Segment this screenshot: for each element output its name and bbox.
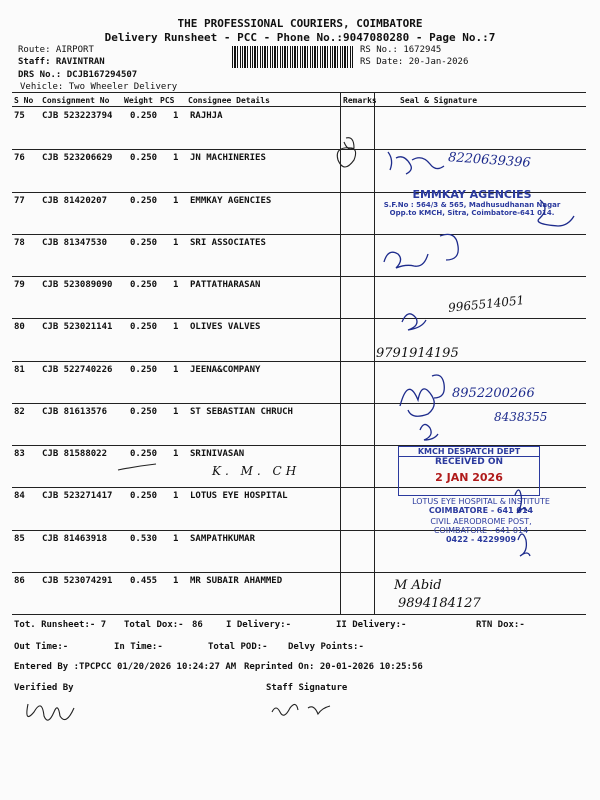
table-row (0, 234, 600, 276)
row-divider (12, 572, 586, 573)
row-pcs: 1 (173, 406, 179, 417)
row-pcs: 1 (173, 491, 179, 502)
row-sno: 76 (14, 153, 25, 164)
row-weight: 0.250 (130, 237, 158, 248)
row-consignee: SRINIVASAN (190, 449, 245, 459)
row-pcs: 1 (173, 449, 179, 459)
col-seal: Seal & Signature (400, 96, 478, 105)
row-divider (12, 149, 586, 150)
row-consignee: JEENA&COMPANY (190, 364, 261, 375)
staff-signature: Staff Signature (266, 683, 348, 693)
row-weight: 0.250 (130, 491, 158, 502)
table-bottom-rule (12, 614, 586, 615)
row-sno: 78 (14, 237, 25, 248)
row-consignee: MR SUBAIR AHAMMED (190, 575, 283, 586)
table-top-rule (12, 92, 586, 93)
row-weight: 0.250 (130, 322, 158, 333)
tot-runsheet: Tot. Runsheet:- 7 (14, 620, 107, 630)
row-weight: 0.250 (130, 153, 158, 164)
row-divider (12, 276, 586, 277)
row-weight: 0.250 (130, 406, 158, 417)
table-row (0, 572, 600, 614)
row-consignee: PATTATHARASAN (190, 280, 261, 290)
company-title: THE PROFESSIONAL COURIERS, COIMBATORE (177, 17, 423, 30)
row-sno: 84 (14, 491, 25, 502)
row-pcs: 1 (173, 533, 179, 544)
out-time: Out Time:- (14, 642, 69, 652)
row-consignee: JN MACHINERIES (190, 153, 266, 164)
entered-by: Entered By :TPCPCC 01/20/2026 10:24:27 AM (14, 662, 237, 672)
row-consignment: CJB 81347530 (42, 237, 108, 248)
row-consignee: OLIVES VALVES (190, 322, 261, 333)
handwritten-phone-86: 9894184127 (398, 596, 481, 611)
row-consignee: LOTUS EYE HOSPITAL (190, 491, 288, 502)
handwritten-phone-82: 8438355 (494, 410, 548, 424)
row-consignee: ST SEBASTIAN CHRUCH (190, 406, 293, 417)
rtn-dox: RTN Dox:- (476, 620, 525, 630)
row-consignment: CJB 523271417 (42, 491, 113, 502)
total-dox-value: 86 (192, 620, 203, 630)
total-dox-label: Total Dox:- (124, 620, 184, 630)
delvy-points: Delvy Points:- (288, 642, 364, 652)
row-weight: 0.250 (130, 364, 158, 375)
row-weight: 0.455 (130, 575, 158, 586)
col-sno: S No (14, 96, 34, 105)
col-remarks: Remarks (343, 96, 377, 105)
row-weight: 0.250 (130, 449, 158, 459)
row-sno: 85 (14, 533, 25, 544)
rs-date: RS Date: 20-Jan-2026 (360, 57, 469, 67)
handwritten-remark-83: K. M. CH (212, 464, 301, 478)
emmkay-stamp: EMMKAY AGENCIES S.F.No : 564/3 & 565, Madhusudhanan Nagar Opp.to KMCH, Sitra, Coimbatore-641 014. (383, 188, 561, 217)
barcode-image (232, 46, 354, 68)
drs-number: DRS No.: DCJB167294507 (18, 70, 138, 80)
row-sno: 86 (14, 575, 25, 586)
kmch-received-stamp: KMCH DESPATCH DEPT RECEIVED ON 2 JAN 2026 (398, 446, 540, 496)
table-row (0, 107, 600, 149)
col-weight: Weight (124, 96, 153, 105)
row-pcs: 1 (173, 237, 179, 248)
handwritten-name-86: M Abid (394, 578, 442, 593)
row-sno: 79 (14, 280, 25, 290)
row-sno: 81 (14, 364, 25, 375)
row-weight: 0.530 (130, 533, 158, 544)
in-time: In Time:- (114, 642, 163, 652)
row-consignment: CJB 523223794 (42, 111, 113, 121)
row-sno: 83 (14, 449, 25, 459)
row-sno: 77 (14, 195, 25, 206)
row-pcs: 1 (173, 195, 179, 206)
row-pcs: 1 (173, 575, 179, 586)
row-sno: 80 (14, 322, 25, 333)
col-consignee: Consignee Details (188, 96, 270, 105)
row-pcs: 1 (173, 364, 179, 375)
runsheet-subtitle: Delivery Runsheet - PCC - Phone No.:9047080280 - Page No.:7 (104, 31, 496, 44)
row-consignee: SRI ASSOCIATES (190, 237, 266, 248)
row-consignment: CJB 81463918 (42, 533, 108, 544)
row-pcs: 1 (173, 111, 179, 121)
route-label: Route: AIRPORT (18, 45, 94, 55)
handwritten-phone-80: 9791914195 (376, 346, 459, 361)
row-consignment: CJB 523089090 (42, 280, 113, 290)
verified-by: Verified By (14, 683, 74, 693)
row-consignment: CJB 81588022 (42, 449, 108, 459)
row-consignment: CJB 523206629 (42, 153, 113, 164)
row-pcs: 1 (173, 153, 179, 164)
row-consignment: CJB 522740226 (42, 364, 113, 375)
row-pcs: 1 (173, 280, 179, 290)
row-divider (12, 403, 586, 404)
handwritten-phone-76: 8220639396 (447, 150, 532, 171)
row-sno: 82 (14, 406, 25, 417)
rs-number: RS No.: 1672945 (360, 45, 442, 55)
row-weight: 0.250 (130, 111, 158, 121)
row-divider (12, 361, 586, 362)
ii-delivery: II Delivery:- (336, 620, 407, 630)
staff-signature-mark (272, 704, 330, 715)
row-consignment: CJB 81613576 (42, 406, 108, 417)
row-consignment: CJB 523021141 (42, 322, 113, 333)
col-consignment: Consignment No (42, 96, 110, 105)
row-consignee: RAJHJA (190, 111, 223, 121)
col-pcs: PCS (160, 96, 175, 105)
row-weight: 0.250 (130, 195, 158, 206)
row-divider (12, 318, 586, 319)
reprinted-on: Reprinted On: 20-01-2026 10:25:56 (244, 662, 423, 672)
row-divider (12, 234, 586, 235)
staff-label: Staff: RAVINTRAN (18, 57, 105, 67)
handwritten-phone-79: 9965514051 (447, 293, 525, 315)
row-consignee: SAMPATHKUMAR (190, 533, 256, 544)
vehicle-label: Vehicle: Two Wheeler Delivery (20, 82, 178, 92)
lotus-stamp: LOTUS EYE HOSPITAL & INSTITUTE COIMBATORE - 641 014 CIVIL AERODROME POST, COIMBATORE - 641 014 0422 - 4229909 (412, 497, 550, 544)
row-pcs: 1 (173, 322, 179, 333)
verified-signature (27, 704, 74, 720)
handwritten-phone-81: 8952200266 (452, 386, 535, 401)
row-consignee: EMMKAY AGENCIES (190, 195, 272, 206)
table-row (0, 318, 600, 360)
total-pod: Total POD:- (208, 642, 268, 652)
row-consignment: CJB 523074291 (42, 575, 113, 586)
row-weight: 0.250 (130, 280, 158, 290)
row-sno: 75 (14, 111, 25, 121)
i-delivery: I Delivery:- (226, 620, 292, 630)
row-consignment: CJB 81420207 (42, 195, 108, 206)
